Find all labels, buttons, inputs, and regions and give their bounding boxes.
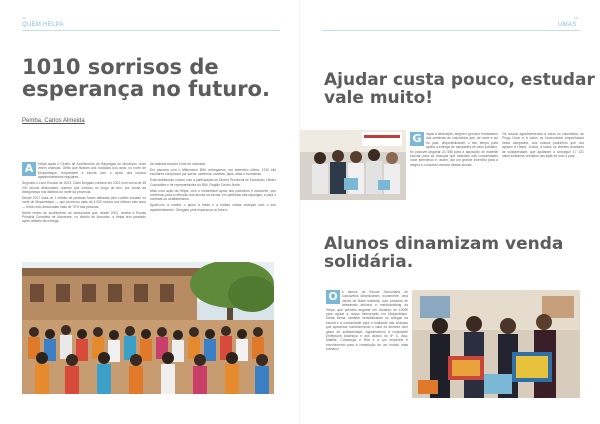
paragraph: Segundo o Livro Escolar de 2023, Cabo Delgado contava em 2022 com cerca de 48 000 alunos deslocados, número que cresceu ao longo do ano, por causa da insegurança nos distritos do norte da província.	[22, 181, 146, 194]
paragraph: Em parceria com o Millennium BIM, entregamos, em setembro último, 1010 kits escolares compostos por sacos, cadernos, canetas, lápis, afias e borrachas.	[150, 167, 276, 177]
dropcap: G	[410, 132, 424, 146]
page-number-right: 15	[574, 16, 578, 20]
school-crowd-image	[22, 262, 274, 394]
section-label-right: UMAS	[558, 22, 577, 28]
headline-line: esperança no futuro.	[22, 77, 270, 102]
paragraph: Esta distribuição contou com a participação do Diretor Provincial de Educação, Helder Guimarães e de representantes do BIM, Região Centro-Norte.	[150, 178, 276, 187]
section-rule-left	[22, 30, 280, 31]
byline: Pemba, Carlos Almeida	[22, 118, 85, 124]
article-column-1	[22, 162, 146, 258]
ajudar-column-1	[410, 132, 498, 198]
students-photo	[412, 290, 580, 398]
headline-line: Alunos dinamizam venda	[324, 234, 564, 254]
section-rule-right	[322, 30, 580, 31]
paragraph: Neste centro de acolhimento de deslocados que, desde 2021, recebe a Escola Primária Completa de Maruvane, no distrito de Ancuabe, a Helpa tem prestado apoio através da entrega	[22, 210, 146, 224]
volunteers-image	[300, 130, 406, 200]
headline-line: 1010 sorrisos de	[22, 55, 219, 79]
paragraph: s alunos da Escola Secundária de Carcavelos dinamizaram, novamente, uma venda de Natal solidária, com produtos de artesanato africano e merchandising da Helpa, que permitiu angariar um donativo de 1000€ para apoiar a nossa intervenção em Moçambique. Desta forma, também sensibilizaram os colegas da escola e a comunidade para a realidade das crianças que apoiamos, transformando o valor do dinheiro num gesto de solidariedade. Agradecemos à incansável professora Arachuya e aos alunos do 8º C, Ana, Matilde, Constança e Rita e a um empenho e envolvimento para a construção de um mundo mais humano!	[326, 290, 408, 352]
students-image	[412, 290, 580, 398]
section-label-left: QUEM HELPA	[22, 22, 64, 28]
headline-sorrisos	[22, 56, 270, 100]
paragraph: Ajude-nos a manter o apoio a estas e a muitas outras crianças com o seu apadrinhamento. Obrigado pela esperança no futuro!	[150, 203, 276, 212]
headline-line: vale muito!	[324, 87, 434, 108]
ajudar-column-2	[502, 132, 584, 198]
dropcap: O	[326, 290, 340, 304]
paragraph: Desde 2017 mais de 1 milhão de pessoas foram afetadas pelo conflito armado no norte de Moçambique — que provocou mais de 4 000 mortos nos últimos seis anos — tendo sido deslocadas mais de 70% das pessoas.	[22, 195, 146, 209]
article-column-2	[150, 162, 276, 258]
paragraph: Mais uma ação da Helpa, com o inestimável apoio dos padrinhos e doadores, que contribuiu para a retenção dos alunos na escola, em particular das raparigas, e para o combate ao analfabetismo.	[150, 188, 276, 202]
school-crowd-photo	[22, 262, 274, 394]
paragraph: Helpa apoia o Centro de Acolhimento de Raparigas do Município, onde vivem crianças. Órfãs que ficaram aos cuidados dos avós, no norte de Moçambique, frequentam a escola com o apoio dos nossos apadrinhamentos regulares.	[38, 162, 146, 180]
headline-ajudar	[324, 72, 595, 108]
paragraph: de material escolar e kits de vestuário.	[150, 162, 207, 166]
dropcap: A	[22, 162, 36, 176]
volunteers-photo	[300, 130, 406, 200]
right-page	[300, 0, 600, 424]
headline-alunos	[324, 236, 563, 272]
paragraph: Os nossos agradecimentos a todos os voluntários, ao Pingo Doce e à todos os funcionários empenhados nesta campanha, aos nossos padrinhos que nos apoiam a Helpa. Juntos, a todos os clientes doadores de solidariedade, que ajudaram a conseguir 17 221 vales solidários vendidos nas lojas de todo o país.	[502, 132, 584, 159]
headline-line: solidária.	[324, 251, 414, 272]
headline-line: Ajudar custa pouco, estudar	[324, 70, 595, 90]
page-number-left: 14	[22, 16, 26, 20]
paragraph: raças à dedicação, alegria e genuíno entusiasmo dos centenas de voluntários que, de norte a sul do país, disponibilizaram o seu tempo para apoiar a entrega de campanha de valor solidário, foi possível angariar 21 585 para a aquisição de material escolar para as crianças que estudam nas comunidades onde intervimos e, assim, dar um grande incentivo para a alegria e o sucesso escolar destas alunas.	[410, 132, 498, 167]
alunos-column	[326, 290, 408, 400]
